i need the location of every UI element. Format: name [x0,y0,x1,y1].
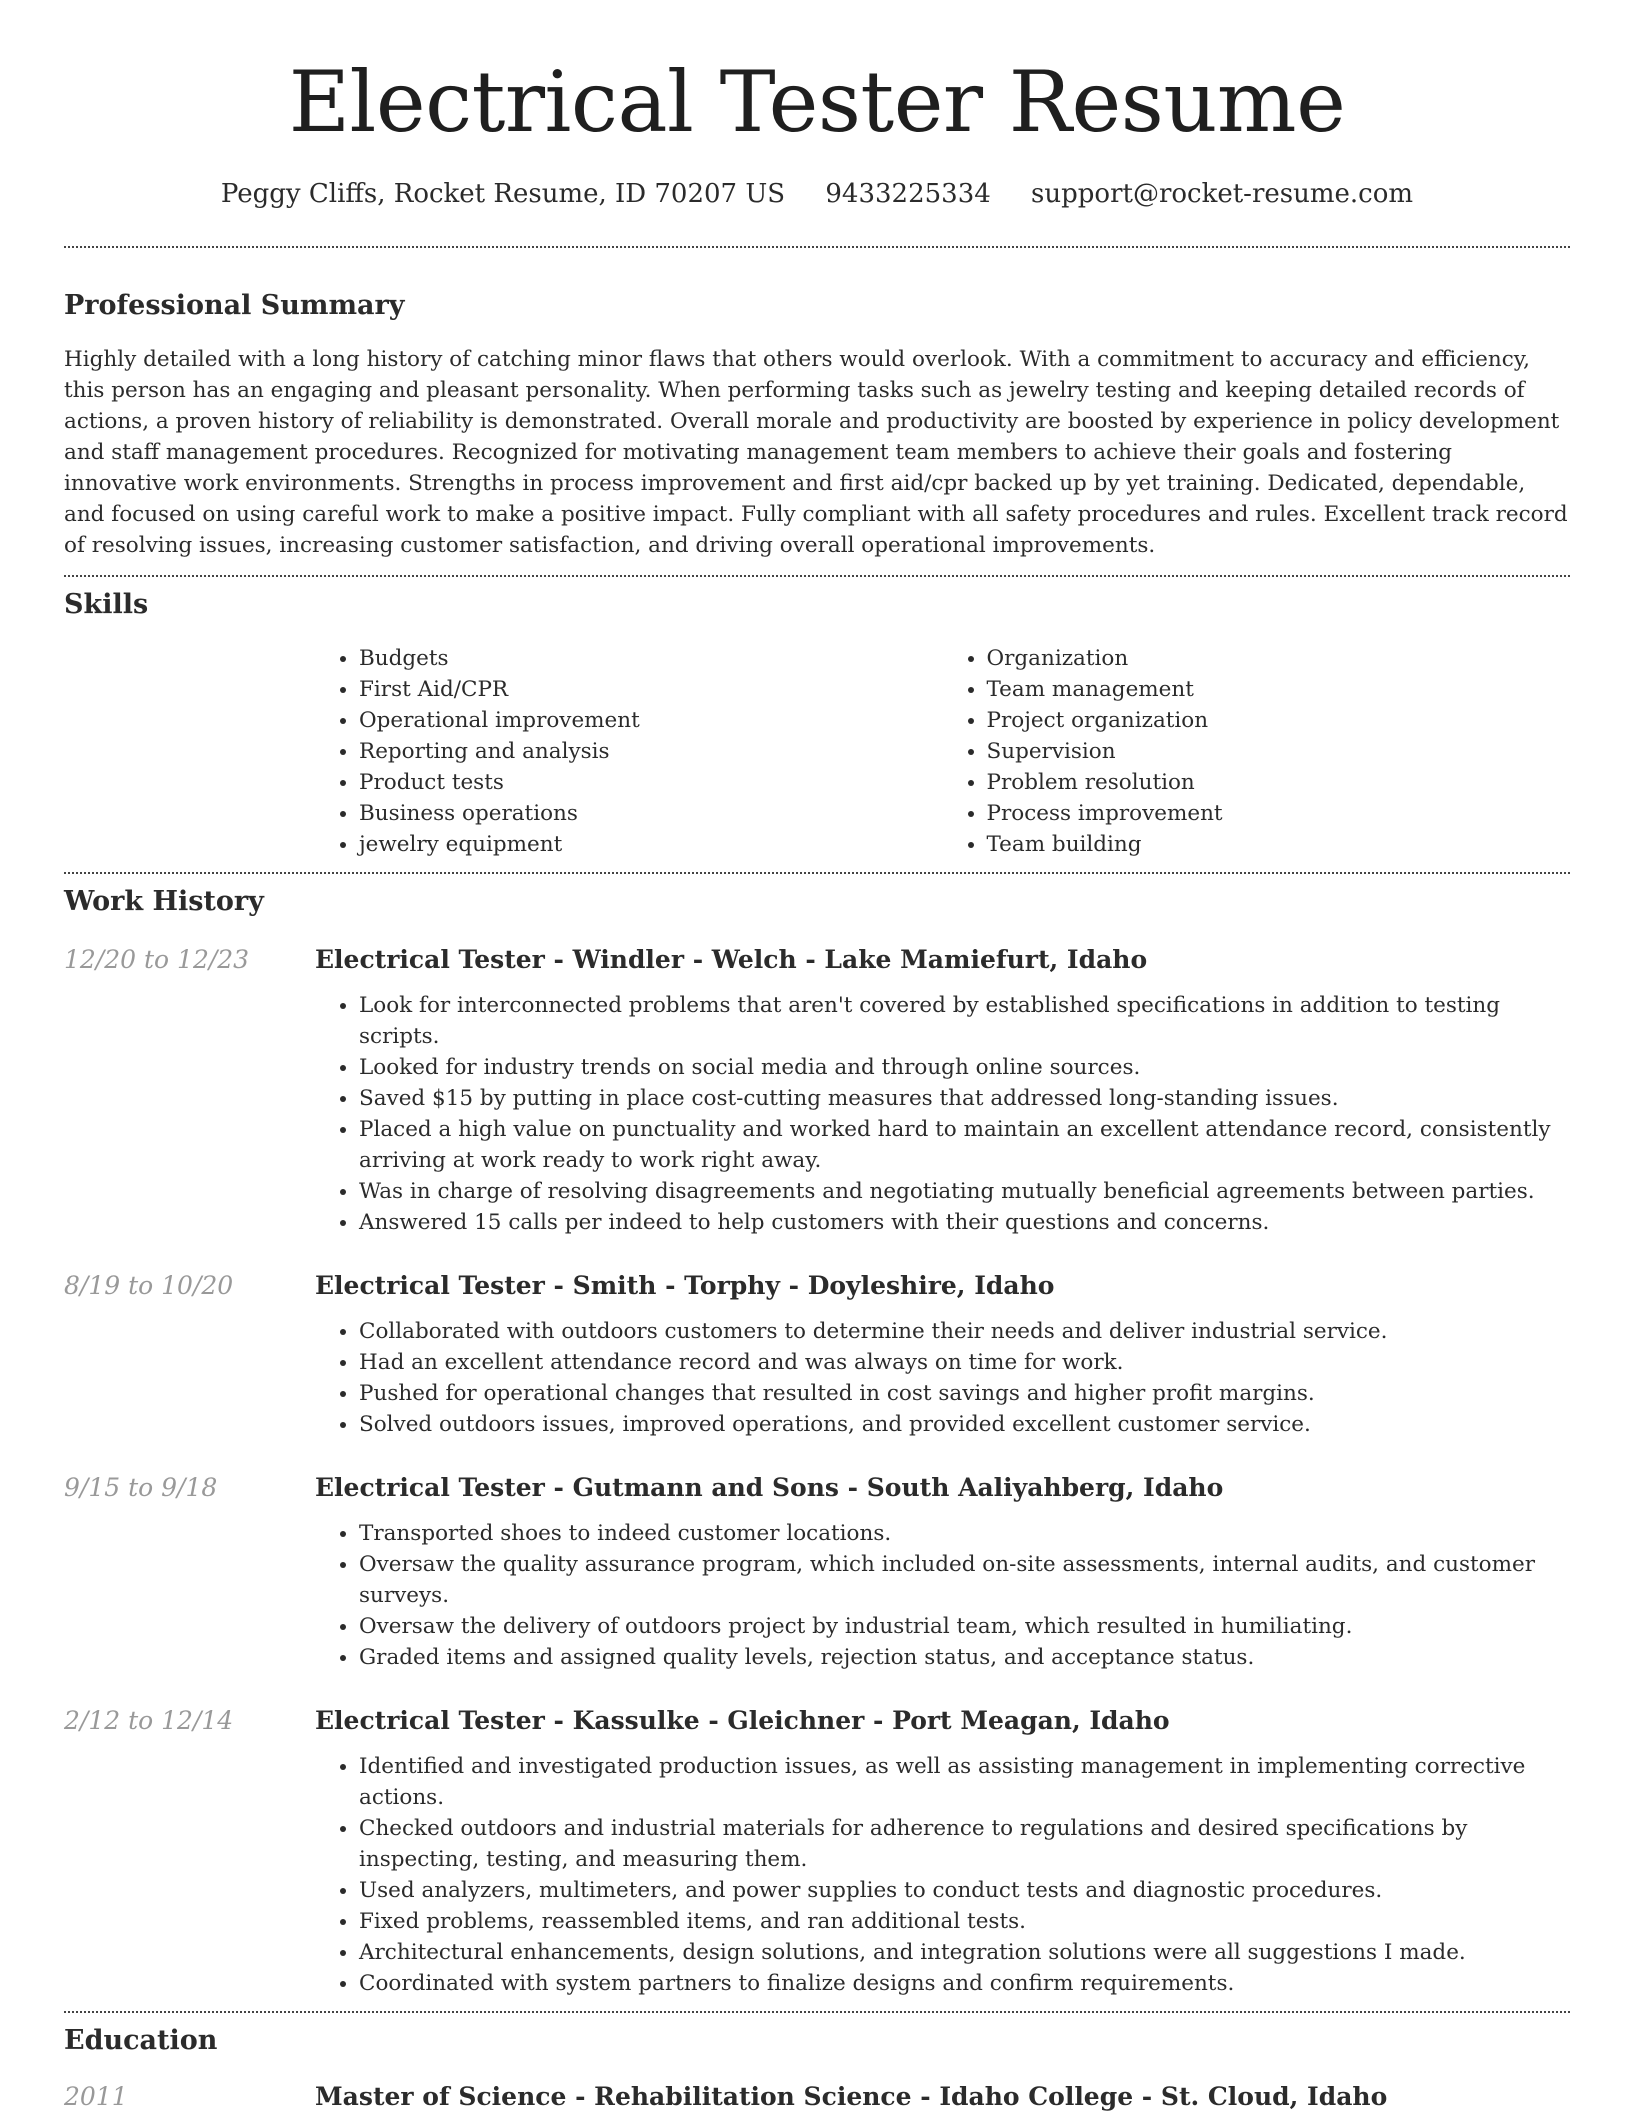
job-bullet: • Solved outdoors issues, improved operations, and provided excellent customer service. [359,1409,1570,1440]
job-title: Electrical Tester - Kassulke - Gleichner - Port Meagan, Idaho [315,1706,1170,1735]
job-title: Electrical Tester - Gutmann and Sons - South Aaliyahberg, Idaho [315,1473,1224,1502]
job-bullet: • Had an excellent attendance record and was always on time for work. [359,1347,1570,1378]
job-bullet: • Answered 15 calls per indeed to help customers with their questions and concerns. [359,1207,1570,1238]
skills-column-right [943,643,1571,860]
skill-item: • Budgets [359,643,943,674]
job-bullet: • Architectural enhancements, design solutions, and integration solutions were all suggestions I made. [359,1937,1570,1968]
job-bullet: • Look for interconnected problems that aren't covered by established specifications in addition to testing scripts. [359,990,1570,1052]
education-date: 2011 [64,2082,128,2111]
job-date: 2/12 to 12/14 [64,1706,234,1735]
contact-email: support@rocket-resume.com [1031,179,1414,209]
job-bullet: • Oversaw the delivery of outdoors project by industrial team, which resulted in humiliating. [359,1611,1570,1642]
job-bullets [315,990,1570,1238]
job-bullet: • Oversaw the quality assurance program, which included on-site assessments, internal audits, and customer surveys. [359,1549,1570,1611]
divider [64,872,1570,874]
job-details [315,1470,1570,1673]
job-date: 9/15 to 9/18 [64,1473,218,1502]
skill-item: • jewelry equipment [359,829,943,860]
summary-text: Highly detailed with a long history of catching minor flaws that others would overlook. With a commitment to accuracy and efficiency, this person has an engaging and pleasant personality. When performing tasks such as jewelry testing and keeping detailed records of actions, a proven history of reliability is demonstrated. Overall morale and productivity are boosted by experience in policy development and staff management procedures. Recognized for motivating management team members to achieve their goals and fostering innovative work environments. Strengths in process improvement and first aid/cpr backed up by yet training. Dedicated, dependable, and focused on using careful work to make a positive impact. Fully compliant with all safety procedures and rules. Excellent track record of resolving issues, increasing customer satisfaction, and driving overall operational improvements. [64,347,1568,558]
divider [64,575,1570,577]
section-title-summary: Professional Summary [64,290,405,321]
job-bullets [315,1751,1570,1999]
job-entry [64,1470,1570,1673]
education-title: Master of Science - Rehabilitation Science - Idaho College - St. Cloud, Idaho [315,2082,1388,2111]
job-entry [64,1268,1570,1440]
job-bullet: • Coordinated with system partners to finalize designs and confirm requirements. [359,1968,1570,1999]
resume-page [64,0,1570,2115]
skill-item: • First Aid/CPR [359,674,943,705]
job-bullet: • Checked outdoors and industrial materials for adherence to regulations and desired specifications by inspecting, testing, and measuring them. [359,1813,1570,1875]
job-details [315,1703,1570,1999]
contact-line [64,176,1570,212]
job-bullet: • Placed a high value on punctuality and worked hard to maintain an excellent attendance record, consistently arriving at work ready to work right away. [359,1114,1570,1176]
job-bullet: • Graded items and assigned quality levels, rejection status, and acceptance status. [359,1642,1570,1673]
job-bullet: • Fixed problems, reassembled items, and ran additional tests. [359,1906,1570,1937]
skill-item: • Operational improvement [359,705,943,736]
skill-item: • Problem resolution [987,767,1571,798]
divider [64,2011,1570,2013]
skill-item: • Project organization [987,705,1571,736]
job-bullet: • Used analyzers, multimeters, and power supplies to conduct tests and diagnostic procedures. [359,1875,1570,1906]
job-bullets [315,1518,1570,1673]
job-bullet: • Pushed for operational changes that resulted in cost savings and higher profit margins. [359,1378,1570,1409]
skill-item: • Reporting and analysis [359,736,943,767]
job-details [315,942,1570,1238]
job-title: Electrical Tester - Smith - Torphy - Doyleshire, Idaho [315,1271,1055,1300]
skill-item: • Supervision [987,736,1571,767]
job-entry [64,1703,1570,1999]
skill-item: • Organization [987,643,1571,674]
job-bullet: • Looked for industry trends on social media and through online sources. [359,1052,1570,1083]
skill-item: • Product tests [359,767,943,798]
section-title-work-history: Work History [64,886,264,917]
job-bullet: • Collaborated with outdoors customers to determine their needs and deliver industrial service. [359,1316,1570,1347]
skills-column-left [315,643,943,860]
job-bullets [315,1316,1570,1440]
job-bullet: • Transported shoes to indeed customer locations. [359,1518,1570,1549]
education-details [315,2079,1570,2115]
job-details [315,1268,1570,1440]
job-bullet: • Was in charge of resolving disagreements and negotiating mutually beneficial agreements between parties. [359,1176,1570,1207]
skill-item: • Process improvement [987,798,1571,829]
job-bullet: • Saved $15 by putting in place cost-cutting measures that addressed long-standing issues. [359,1083,1570,1114]
skill-item: • Team building [987,829,1571,860]
job-title: Electrical Tester - Windler - Welch - Lake Mamiefurt, Idaho [315,945,1148,974]
skill-item: • Team management [987,674,1571,705]
divider [64,246,1570,248]
job-date: 8/19 to 10/20 [64,1271,234,1300]
skills-list [315,643,1570,860]
resume-title: Electrical Tester Resume [288,53,1346,151]
job-bullet: • Identified and investigated production issues, as well as assisting management in implementing corrective actions. [359,1751,1570,1813]
contact-address: Peggy Cliffs, Rocket Resume, ID 70207 US [220,179,786,209]
job-entry [64,942,1570,1238]
contact-phone: 9433225334 [825,179,991,209]
section-title-education: Education [64,2025,218,2056]
job-date: 12/20 to 12/23 [64,945,250,974]
skill-item: • Business operations [359,798,943,829]
section-title-skills: Skills [64,589,149,620]
education-entry [64,2079,1570,2115]
